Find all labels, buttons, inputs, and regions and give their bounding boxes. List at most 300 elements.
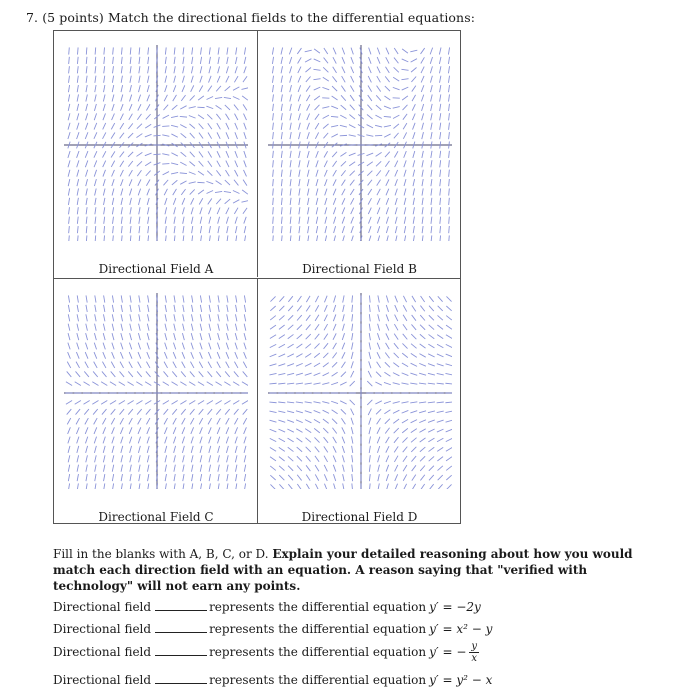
- slope-segment: [218, 446, 220, 453]
- slope-segment: [191, 324, 193, 331]
- slope-segment: [421, 57, 425, 63]
- slope-segment: [446, 466, 452, 471]
- slope-segment: [314, 437, 319, 442]
- slope-segment: [136, 382, 142, 386]
- slope-segment: [233, 401, 239, 405]
- answer-row-4: [53, 673, 492, 687]
- slope-segment: [94, 427, 97, 434]
- slope-segment: [281, 141, 282, 148]
- slope-segment: [422, 198, 423, 205]
- slope-segment: [351, 226, 353, 233]
- slope-segment: [446, 316, 452, 321]
- slope-segment: [385, 76, 389, 82]
- slope-segment: [437, 373, 444, 375]
- slope-segment: [92, 382, 98, 386]
- slope-segment: [412, 95, 416, 101]
- slope-segment: [200, 295, 201, 302]
- slope-segment: [218, 314, 219, 321]
- slope-segment: [412, 305, 416, 311]
- slope-segment: [386, 179, 389, 185]
- slope-segment: [385, 67, 389, 73]
- slope-segment: [200, 66, 202, 73]
- slope-segment: [102, 418, 106, 424]
- slope-segment: [299, 160, 300, 167]
- slope-segment: [384, 372, 390, 376]
- answer-blank-4[interactable]: [155, 682, 207, 684]
- slope-segment: [297, 325, 302, 330]
- slope-segment: [404, 235, 405, 241]
- slope-segment: [395, 170, 398, 177]
- slope-segment: [324, 484, 327, 489]
- slope-segment: [77, 123, 79, 130]
- slope-segment: [216, 199, 221, 204]
- slope-segment: [68, 132, 70, 139]
- slope-segment: [86, 455, 88, 462]
- slope-segment: [172, 401, 178, 405]
- answer-middle: represents the differential equation: [209, 673, 427, 687]
- slope-segment: [287, 411, 294, 413]
- slope-segment: [243, 371, 248, 377]
- slope-segment: [66, 401, 72, 405]
- slope-segment: [394, 437, 399, 443]
- slope-segment: [103, 161, 106, 168]
- slope-segment: [273, 94, 274, 101]
- slope-segment: [86, 446, 88, 453]
- slope-segment: [299, 207, 300, 214]
- slope-segment: [446, 484, 451, 489]
- slope-segment: [349, 125, 355, 128]
- slope-segment: [226, 151, 229, 158]
- slope-segment: [403, 447, 408, 453]
- slope-segment: [324, 58, 328, 64]
- slope-segment: [244, 455, 246, 462]
- slope-segment: [445, 402, 452, 403]
- slope-segment: [95, 66, 96, 73]
- direction-field-a: [64, 45, 248, 241]
- slope-segment: [120, 427, 123, 434]
- slope-segment: [68, 427, 71, 434]
- slope-segment: [325, 207, 327, 214]
- slope-segment: [76, 362, 80, 368]
- slope-segment: [147, 352, 150, 359]
- slope-segment: [393, 107, 400, 109]
- slope-segment: [136, 134, 142, 138]
- slope-segment: [190, 133, 195, 138]
- slope-segment: [350, 381, 355, 386]
- slope-segment: [419, 383, 426, 384]
- slope-segment: [279, 315, 284, 320]
- slope-segment: [86, 226, 87, 233]
- slope-segment: [411, 429, 417, 433]
- slope-segment: [112, 85, 113, 92]
- slope-segment: [209, 66, 211, 73]
- slope-segment: [403, 105, 408, 110]
- slope-segment: [84, 371, 89, 377]
- slope-segment: [183, 226, 184, 233]
- slope-segment: [369, 57, 372, 64]
- slope-segment: [316, 235, 317, 241]
- answer-blank-3[interactable]: [155, 654, 207, 656]
- slope-segment: [138, 352, 141, 359]
- slope-segment: [236, 295, 237, 302]
- slope-segment: [110, 382, 116, 386]
- slope-segment: [378, 465, 380, 472]
- slope-segment: [121, 333, 123, 340]
- slope-segment: [139, 66, 140, 73]
- slope-segment: [111, 151, 115, 157]
- slope-segment: [333, 314, 336, 321]
- slope-segment: [198, 115, 204, 119]
- slope-segment: [428, 373, 435, 375]
- slope-segment: [75, 401, 81, 405]
- slope-segment: [342, 207, 345, 214]
- slope-segment: [171, 125, 178, 127]
- slope-segment: [437, 354, 444, 357]
- slope-segment: [331, 125, 338, 126]
- slope-segment: [270, 420, 277, 422]
- slope-segment: [296, 383, 303, 384]
- answer-blank-2[interactable]: [155, 631, 207, 633]
- slope-segment: [199, 418, 203, 424]
- slope-segment: [112, 189, 114, 196]
- slope-segment: [445, 411, 452, 412]
- slope-segment: [243, 418, 247, 424]
- slope-segment: [325, 217, 327, 224]
- slope-segment: [198, 171, 204, 175]
- slope-segment: [95, 94, 97, 101]
- slope-segment: [305, 420, 311, 423]
- slope-segment: [69, 235, 70, 241]
- slope-segment: [102, 409, 107, 415]
- slope-segment: [333, 343, 337, 349]
- slope-segment: [139, 76, 140, 83]
- slope-segment: [305, 429, 311, 433]
- slope-segment: [290, 66, 292, 73]
- slope-segment: [227, 324, 229, 331]
- slope-segment: [209, 217, 211, 224]
- slope-segment: [86, 47, 87, 54]
- slope-segment: [243, 104, 247, 110]
- slope-segment: [306, 484, 310, 489]
- slope-segment: [270, 429, 277, 432]
- slope-segment: [95, 455, 97, 462]
- slope-segment: [288, 475, 293, 480]
- slope-segment: [448, 76, 449, 83]
- slope-segment: [369, 418, 371, 425]
- slope-segment: [332, 419, 337, 424]
- slope-segment: [386, 57, 389, 63]
- slope-segment: [308, 217, 309, 224]
- slope-segment: [200, 474, 201, 481]
- slope-segment: [297, 315, 302, 320]
- slope-segment: [297, 456, 302, 461]
- slope-segment: [145, 153, 152, 156]
- slope-segment: [130, 76, 131, 83]
- slope-segment: [384, 116, 391, 117]
- slope-segment: [121, 474, 122, 481]
- slope-segment: [216, 371, 221, 377]
- slope-segment: [439, 57, 441, 64]
- answer-middle: represents the differential equation: [209, 645, 427, 659]
- slope-segment: [421, 484, 425, 489]
- slope-segment: [393, 363, 399, 367]
- slope-segment: [77, 132, 79, 139]
- slope-segment: [395, 474, 398, 481]
- slope-segment: [412, 315, 416, 321]
- slope-segment: [272, 76, 273, 83]
- slope-segment: [165, 85, 167, 92]
- slope-segment: [273, 217, 274, 224]
- slope-segment: [273, 104, 274, 111]
- slope-segment: [403, 324, 407, 330]
- slope-segment: [77, 324, 79, 331]
- slope-segment: [288, 466, 293, 471]
- slope-segment: [288, 447, 294, 451]
- slope-segment: [77, 160, 79, 167]
- slope-segment: [103, 314, 104, 321]
- slope-segment: [307, 188, 308, 195]
- slope-segment: [183, 47, 184, 54]
- slope-segment: [216, 401, 222, 405]
- slope-segment: [377, 76, 381, 82]
- slope-segment: [281, 198, 282, 205]
- slope-segment: [420, 465, 425, 470]
- slope-segment: [316, 170, 318, 177]
- slope-segment: [165, 333, 167, 340]
- slope-segment: [281, 94, 282, 101]
- slope-segment: [235, 151, 238, 158]
- slope-segment: [183, 235, 184, 241]
- slope-segment: [403, 474, 407, 480]
- slope-segment: [402, 410, 409, 413]
- slope-segment: [139, 314, 140, 321]
- answer-label: Directional field: [53, 600, 152, 614]
- slope-segment: [332, 362, 337, 367]
- slope-segment: [287, 354, 293, 357]
- slope-segment: [191, 217, 193, 224]
- slope-segment: [342, 446, 344, 453]
- slope-segment: [402, 428, 408, 433]
- slope-segment: [298, 67, 301, 73]
- slope-segment: [165, 235, 166, 241]
- slope-segment: [217, 343, 219, 350]
- slope-segment: [421, 76, 424, 83]
- slope-segment: [350, 400, 355, 405]
- slope-segment: [287, 420, 294, 423]
- slope-segment: [386, 296, 388, 303]
- slope-segment: [298, 95, 300, 102]
- slope-segment: [296, 354, 302, 358]
- slope-segment: [243, 180, 247, 186]
- slope-segment: [77, 207, 78, 214]
- slope-segment: [139, 455, 141, 462]
- slope-segment: [77, 217, 78, 224]
- slope-segment: [446, 364, 452, 366]
- slope-segment: [323, 428, 328, 433]
- slope-segment: [147, 76, 149, 83]
- slope-segment: [94, 151, 97, 158]
- slope-segment: [77, 113, 79, 120]
- slope-segment: [77, 446, 79, 453]
- slope-segment: [343, 483, 344, 489]
- slope-segment: [437, 364, 444, 366]
- slope-segment: [377, 343, 380, 350]
- slope-segment: [199, 371, 204, 377]
- slope-segment: [103, 104, 105, 111]
- slope-segment: [323, 373, 329, 376]
- slope-segment: [227, 465, 228, 472]
- slope-segment: [376, 372, 381, 377]
- slope-segment: [153, 135, 160, 136]
- slope-segment: [146, 418, 150, 424]
- slope-segment: [206, 181, 213, 183]
- slope-segment: [333, 48, 336, 55]
- slope-segment: [384, 401, 391, 403]
- slope-segment: [138, 333, 140, 340]
- equation-4: y′ = y² − x: [429, 673, 493, 687]
- slope-segment: [369, 455, 370, 462]
- slope-segment: [183, 474, 184, 481]
- slope-segment: [244, 474, 245, 481]
- slope-segment: [323, 419, 329, 423]
- slope-segment: [95, 57, 96, 64]
- slope-segment: [411, 456, 416, 461]
- slope-segment: [428, 354, 434, 357]
- slope-segment: [429, 484, 434, 489]
- slope-segment: [147, 198, 149, 205]
- slope-segment: [431, 95, 433, 102]
- slope-segment: [235, 217, 237, 224]
- slope-segment: [368, 95, 372, 101]
- slope-segment: [120, 418, 124, 424]
- slope-segment: [404, 160, 406, 167]
- slope-segment: [121, 455, 123, 462]
- slope-segment: [120, 170, 123, 176]
- slope-segment: [243, 409, 248, 415]
- slope-segment: [111, 362, 115, 368]
- slope-segment: [121, 217, 122, 224]
- slope-segment: [68, 104, 70, 111]
- slope-segment: [189, 172, 196, 175]
- slope-segment: [95, 483, 96, 489]
- slope-segment: [270, 316, 276, 321]
- slope-segment: [401, 402, 408, 403]
- slope-segment: [349, 135, 356, 136]
- slope-segment: [95, 207, 96, 214]
- answer-blank-1[interactable]: [155, 609, 207, 611]
- slope-segment: [85, 151, 88, 158]
- slope-segment: [103, 446, 105, 453]
- slope-segment: [332, 86, 337, 91]
- slope-segment: [192, 47, 193, 54]
- slope-segment: [316, 198, 318, 205]
- slope-segment: [431, 198, 432, 205]
- slope-segment: [173, 85, 176, 92]
- slope-segment: [244, 314, 245, 321]
- slope-segment: [68, 324, 70, 331]
- slope-segment: [368, 76, 371, 82]
- slope-segment: [139, 305, 140, 312]
- slope-segment: [217, 151, 220, 157]
- slope-segment: [227, 57, 228, 64]
- slope-segment: [163, 172, 169, 175]
- slope-segment: [428, 402, 435, 403]
- slope-segment: [439, 47, 441, 54]
- slope-segment: [316, 226, 317, 233]
- slope-segment: [386, 474, 388, 481]
- slope-segment: [137, 170, 141, 176]
- slope-segment: [95, 47, 96, 54]
- slope-segment: [234, 418, 238, 424]
- slope-segment: [440, 104, 441, 111]
- slope-segment: [218, 295, 219, 302]
- slope-segment: [165, 76, 167, 83]
- slope-segment: [235, 114, 238, 120]
- slope-segment: [130, 455, 132, 462]
- slope-segment: [181, 409, 186, 415]
- slope-segment: [420, 334, 425, 339]
- slope-segment: [290, 151, 291, 158]
- slope-segment: [307, 170, 309, 177]
- slope-segment: [95, 474, 96, 481]
- slope-segment: [199, 133, 203, 139]
- slope-segment: [429, 466, 434, 471]
- slope-segment: [128, 371, 133, 377]
- slope-segment: [386, 324, 389, 331]
- slope-segment: [375, 401, 381, 404]
- slope-segment: [119, 382, 125, 386]
- slope-segment: [190, 362, 194, 368]
- slope-segment: [77, 314, 78, 321]
- slope-segment: [148, 66, 149, 73]
- slope-segment: [121, 324, 123, 331]
- slope-segment: [290, 113, 291, 120]
- slope-segment: [332, 152, 337, 157]
- slope-segment: [449, 207, 450, 214]
- slope-segment: [297, 334, 302, 339]
- slope-segment: [403, 305, 407, 311]
- slope-segment: [171, 172, 178, 173]
- slope-segment: [103, 123, 106, 130]
- slope-segment: [86, 305, 87, 312]
- slope-segment: [236, 483, 237, 489]
- slope-segment: [315, 456, 319, 462]
- slope-segment: [218, 217, 220, 224]
- slope-segment: [164, 427, 167, 434]
- slope-segment: [403, 334, 408, 340]
- slope-segment: [217, 418, 221, 424]
- slope-segment: [128, 133, 133, 138]
- slope-segment: [394, 58, 398, 64]
- slope-segment: [164, 95, 167, 101]
- slope-segment: [306, 456, 311, 461]
- slope-segment: [412, 296, 416, 302]
- slope-segment: [377, 189, 380, 195]
- field-cell-c: [54, 278, 258, 524]
- slope-segment: [120, 114, 123, 120]
- slope-segment: [182, 362, 186, 368]
- slope-segment: [376, 161, 381, 166]
- slope-segment: [192, 235, 193, 241]
- slope-segment: [342, 217, 344, 224]
- slope-segment: [130, 217, 131, 224]
- slope-segment: [103, 455, 105, 462]
- slope-segment: [148, 474, 149, 481]
- field-cell-d: [257, 278, 461, 524]
- slope-segment: [235, 455, 237, 462]
- slope-segment: [165, 314, 166, 321]
- slope-segment: [411, 324, 416, 329]
